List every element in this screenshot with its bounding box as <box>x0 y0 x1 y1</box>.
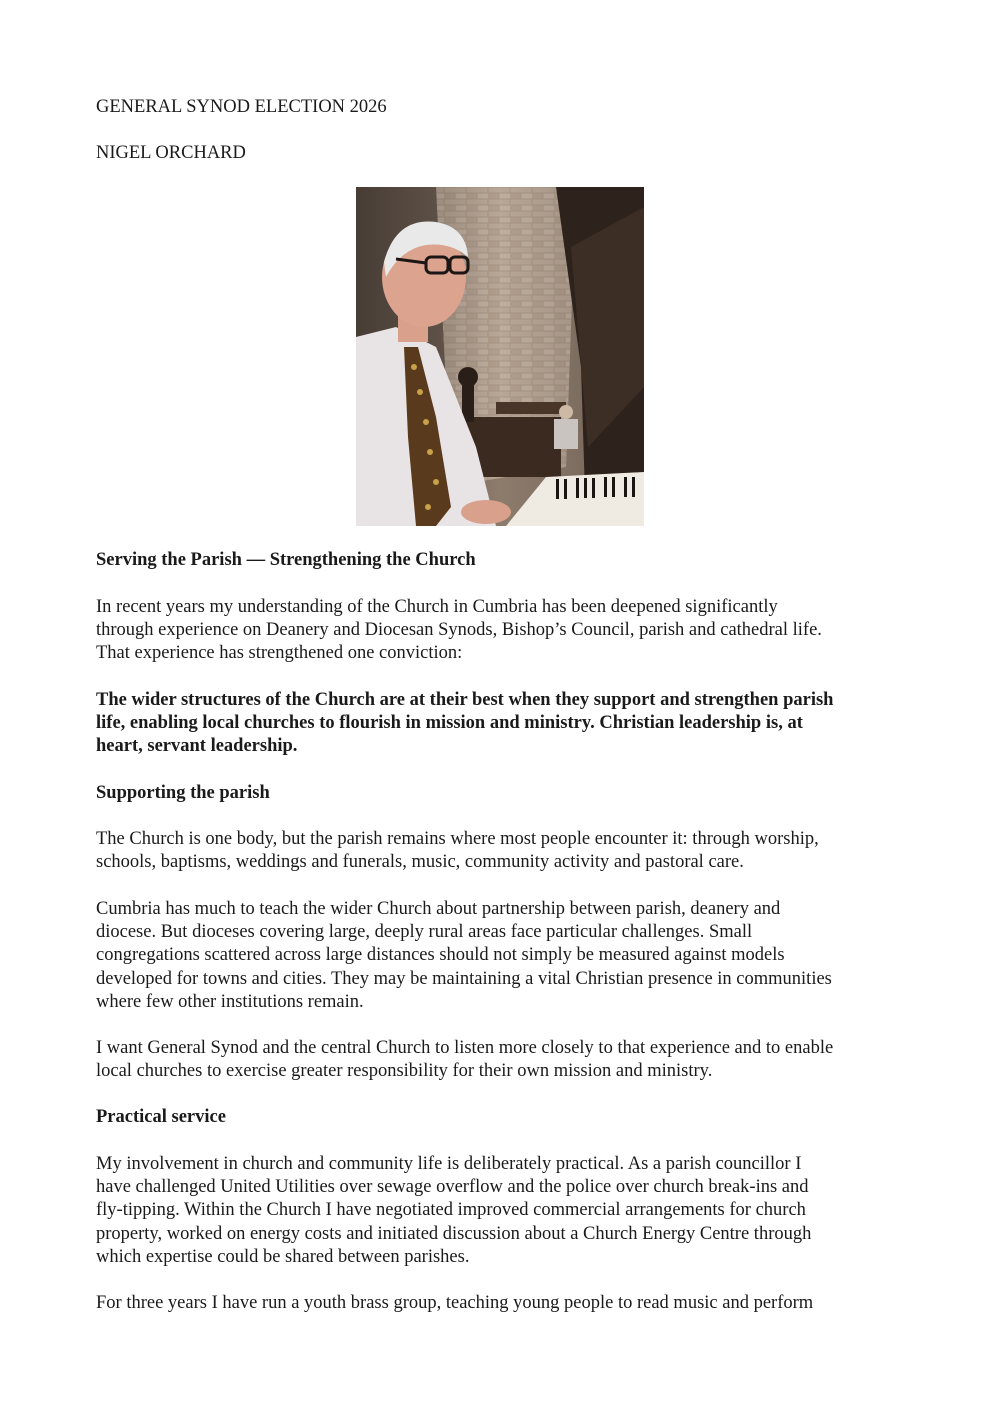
supporting-paragraph-2 <box>96 898 906 1014</box>
supporting-heading: Supporting the parish <box>96 783 270 803</box>
document-title: GENERAL SYNOD ELECTION 2026 <box>96 97 387 117</box>
intro-line: That experience has strengthened one conviction: <box>96 643 463 664</box>
practical-paragraph-2 <box>96 1292 906 1315</box>
practical-paragraph-1 <box>96 1153 906 1269</box>
intro-line: In recent years my understanding of the Church in Cumbria has been deepened significantly <box>96 597 778 617</box>
intro-paragraph <box>96 596 906 666</box>
intro-line: through experience on Deanery and Diocesan Synods, Bishop’s Council, parish and cathedral life. <box>96 620 822 641</box>
paragraph-line: I want General Synod and the central Church to listen more closely to that experience and to enable <box>96 1038 834 1058</box>
conviction-statement <box>96 689 906 759</box>
paragraph-line: fly-tipping. Within the Church I have negotiated improved commercial arrangements for church <box>96 1200 806 1221</box>
paragraph-line: developed for towns and cities. They may be maintaining a vital Christian presence in communities <box>96 968 832 989</box>
supporting-paragraph-3 <box>96 1037 906 1083</box>
candidate-photo <box>356 187 644 526</box>
practical-heading: Practical service <box>96 1107 226 1127</box>
paragraph-line: property, worked on energy costs and initiated discussion about a Church Energy Centre through <box>96 1223 812 1244</box>
paragraph-line: Cumbria has much to teach the wider Church about partnership between parish, deanery and <box>96 899 781 919</box>
conviction-line: heart, servant leadership. <box>96 736 298 757</box>
paragraph-line: congregations scattered across large distances should not simply be measured against models <box>96 945 785 966</box>
section-heading: Serving the Parish — Strengthening the Church <box>96 550 476 570</box>
paragraph-line: which expertise could be shared between parishes. <box>96 1246 470 1267</box>
candidate-name: NIGEL ORCHARD <box>96 143 246 163</box>
supporting-paragraph-1 <box>96 828 906 874</box>
conviction-line: life, enabling local churches to flourish in mission and ministry. Christian leadership is, at <box>96 713 803 734</box>
paragraph-line: where few other institutions remain. <box>96 991 364 1012</box>
paragraph-line: local churches to exercise greater responsibility for their own mission and ministry. <box>96 1061 713 1082</box>
paragraph-line: schools, baptisms, weddings and funerals, music, community activity and pastoral care. <box>96 852 744 873</box>
conviction-line: The wider structures of the Church are at their best when they support and strengthen parish <box>96 690 834 710</box>
paragraph-line: have challenged United Utilities over sewage overflow and the police over church break-ins and <box>96 1177 809 1198</box>
paragraph-line: For three years I have run a youth brass group, teaching young people to read music and perform <box>96 1293 814 1313</box>
paragraph-line: diocese. But dioceses covering large, deeply rural areas face particular challenges. Small <box>96 922 753 943</box>
paragraph-line: The Church is one body, but the parish remains where most people encounter it: through worship, <box>96 829 819 849</box>
paragraph-line: My involvement in church and community life is deliberately practical. As a parish councillor I <box>96 1154 802 1174</box>
